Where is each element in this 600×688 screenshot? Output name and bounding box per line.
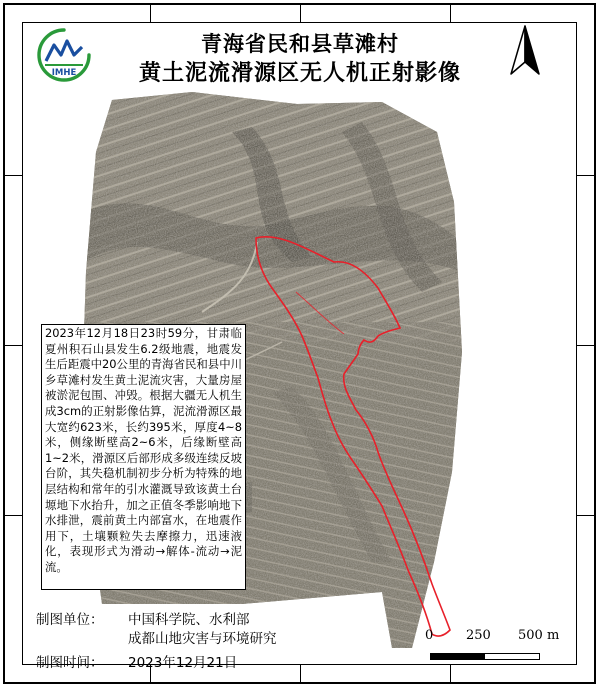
- logo-text: IMHE: [51, 68, 77, 78]
- imhe-logo-icon: [36, 27, 92, 83]
- unit-line2: 成都山地灾害与环境研究: [128, 631, 277, 647]
- unit-label: 制图单位：: [36, 612, 104, 628]
- map-title-line1: 青海省民和县草滩村: [201, 32, 399, 56]
- scale-bar: [430, 653, 540, 660]
- scale-mid-label: 250: [466, 628, 491, 643]
- date-value: 2023年12月21日: [128, 655, 238, 671]
- unit-line1: 中国科学院、水利部: [128, 612, 250, 628]
- description-box: [41, 324, 246, 590]
- north-arrow-icon: [509, 24, 541, 76]
- scale-zero-label: 0: [425, 628, 434, 643]
- description-text: 2023年12月18日23时59分，甘肃临夏州积石山县发生6.2级地震，地震发生后距震中20公里的青海省民和县中川乡草滩村发生黄土泥流灾害，大量房屋被淤泥包围、冲毁。根据大疆无人机生成3cm的正射影像估算，泥流滑源区最大宽约623米，长约395米，厚度4~8米，侧缘断壁高2~6米，后缘断壁高1~2米，滑源区后部形成多级连续反坡台阶，其失稳机制初步分析为特殊的地层结构和常年的引水灌溉导致该黄土台塬地下水抬升，加之正值冬季影响地下水排泄，震前黄土内部富水，在地震作用下，土壤颗粒失去摩擦力，迅速液化，表现形式为滑动→解体-流动→泥流。: [45, 326, 242, 574]
- map-title-line2: 黄土泥流滑源区无人机正射影像: [138, 61, 461, 86]
- date-label: 制图时间：: [36, 655, 104, 671]
- scale-end-label: 500 m: [518, 628, 560, 643]
